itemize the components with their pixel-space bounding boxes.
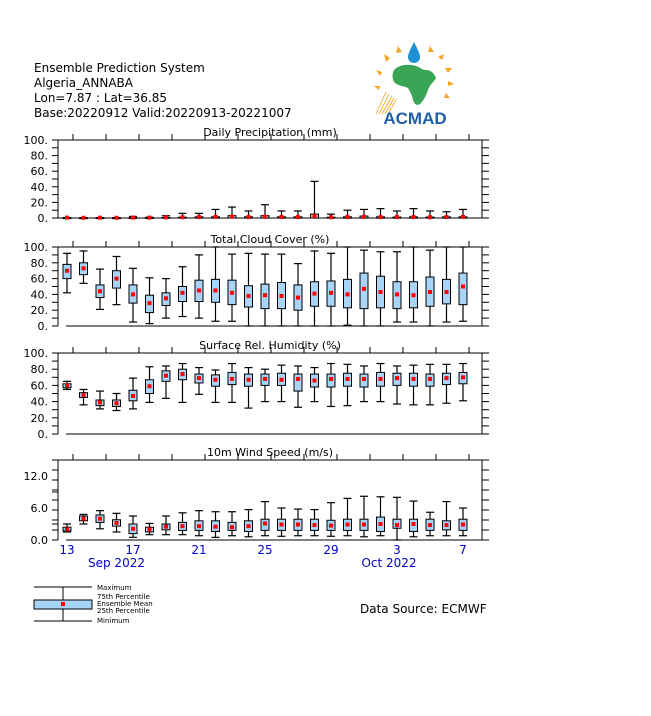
mean-marker: [379, 522, 383, 526]
mean-marker: [214, 215, 218, 219]
mean-marker: [164, 525, 168, 529]
chart-title: Ensemble Prediction System: [34, 61, 205, 75]
box-day-18: [146, 367, 154, 403]
box-day-24: [245, 211, 253, 219]
box-day-4: [410, 365, 418, 405]
mean-marker: [65, 269, 69, 273]
mean-marker: [82, 216, 86, 220]
box-day-13: [63, 524, 71, 532]
mean-marker: [346, 215, 350, 219]
legend-mean: Ensemble Mean: [97, 600, 153, 608]
mean-marker: [65, 527, 69, 531]
data-source-label: Data Source: ECMWF: [360, 602, 487, 616]
mean-marker: [412, 522, 416, 526]
mean-marker: [164, 374, 168, 378]
box-day-2: [377, 252, 385, 326]
box-day-2: [377, 497, 385, 536]
mean-marker: [296, 523, 300, 527]
legend-p25: 25th Percentile: [97, 607, 150, 615]
box-day-14: [80, 251, 88, 283]
box-day-15: [96, 269, 104, 309]
panel-title: Total Cloud Cover (%): [210, 233, 330, 246]
mean-marker: [214, 525, 218, 529]
mean-marker: [164, 296, 168, 300]
mean-marker: [395, 523, 399, 527]
mean-marker: [197, 215, 201, 219]
mean-marker: [98, 517, 102, 521]
mean-marker: [230, 525, 234, 529]
box-day-17: [129, 216, 137, 220]
mean-marker: [329, 377, 333, 381]
box-day-22: [212, 247, 220, 321]
x-month-label: Oct 2022: [361, 556, 417, 570]
box-day-15: [96, 216, 104, 220]
panel-title: Daily Precipitation (mm): [203, 126, 337, 139]
box-day-1: [360, 366, 368, 402]
box-day-13: [63, 253, 71, 293]
mean-marker: [65, 383, 69, 387]
mean-marker: [230, 377, 234, 381]
mean-marker: [362, 377, 366, 381]
box-day-15: [96, 511, 104, 529]
mean-marker: [379, 290, 383, 294]
mean-marker: [412, 293, 416, 297]
box-day-28: [311, 181, 319, 218]
mean-marker: [362, 287, 366, 291]
mean-marker: [263, 293, 267, 297]
mean-marker: [115, 216, 119, 220]
x-tick-label: 21: [191, 543, 207, 557]
box-day-21: [195, 511, 203, 536]
panel-title: Surface Rel. Humidity (%): [199, 339, 341, 352]
mean-marker: [445, 523, 449, 527]
box-day-30: [344, 498, 352, 535]
mean-marker: [346, 292, 350, 296]
box-day-20: [179, 267, 187, 317]
box-day-20: [179, 364, 187, 403]
mean-marker: [346, 377, 350, 381]
mean-marker: [82, 266, 86, 270]
box-day-27: [294, 264, 302, 326]
mean-marker: [197, 376, 201, 380]
mean-marker: [461, 285, 465, 289]
box-day-20: [179, 513, 187, 535]
mean-marker: [313, 523, 317, 527]
y-tick-label: 0.: [37, 320, 48, 333]
box-day-25: [261, 502, 269, 536]
box-day-5: [426, 512, 434, 535]
box-day-18: [146, 523, 154, 534]
box-day-22: [212, 512, 220, 538]
box-day-1: [360, 250, 368, 326]
y-tick-label: 20.: [30, 304, 48, 318]
mean-marker: [131, 216, 135, 220]
mean-marker: [131, 292, 135, 296]
box-day-16: [113, 394, 121, 411]
box-day-28: [311, 251, 319, 326]
y-tick-label: 80.: [30, 363, 48, 377]
box-day-29: [327, 503, 335, 537]
mean-marker: [280, 215, 284, 219]
mean-marker: [164, 215, 168, 219]
box-day-26: [278, 365, 286, 401]
box-day-3: [393, 211, 401, 219]
box-day-3: [393, 366, 401, 404]
mean-marker: [445, 290, 449, 294]
box-day-23: [228, 207, 236, 219]
panel-1: [24, 126, 490, 225]
box-day-29: [327, 364, 335, 407]
box-day-17: [129, 378, 137, 409]
mean-marker: [280, 523, 284, 527]
y-tick-label: 100.: [23, 347, 48, 360]
coords-label: Lon=7.87 : Lat=36.85: [34, 91, 168, 105]
mean-marker: [197, 524, 201, 528]
mean-marker: [395, 376, 399, 380]
box-day-5: [426, 250, 434, 326]
mean-marker: [395, 215, 399, 219]
box-day-21: [195, 213, 203, 219]
location-label: Algeria_ANNABA: [34, 76, 133, 90]
box-day-14: [80, 216, 88, 220]
box-day-30: [344, 364, 352, 405]
box-day-25: [261, 254, 269, 326]
box-day-22: [212, 209, 220, 218]
box-day-25: [261, 369, 269, 401]
box-day-28: [311, 510, 319, 536]
box-day-26: [278, 508, 286, 536]
mean-marker: [428, 290, 432, 294]
box-day-27: [294, 509, 302, 536]
mean-marker: [247, 524, 251, 528]
box-day-2: [377, 364, 385, 402]
mean-marker: [82, 517, 86, 521]
y-tick-label: 12.0: [23, 470, 48, 483]
x-tick-label: 3: [393, 543, 401, 557]
mean-marker: [428, 215, 432, 219]
mean-marker: [412, 377, 416, 381]
mean-marker: [181, 372, 185, 376]
x-axis-labels: [59, 543, 466, 570]
mean-marker: [148, 384, 152, 388]
box-day-28: [311, 368, 319, 402]
box-day-19: [162, 279, 170, 319]
mean-marker: [412, 215, 416, 219]
mean-marker: [98, 400, 102, 404]
acmad-logo-text: ACMAD: [383, 109, 447, 126]
mean-marker: [181, 524, 185, 528]
mean-marker: [115, 521, 119, 525]
x-tick-label: 25: [257, 543, 273, 557]
box-day-24: [245, 368, 253, 409]
mean-marker: [247, 294, 251, 298]
box-day-1: [360, 209, 368, 218]
panel-3: [24, 339, 490, 441]
box-day-2: [377, 209, 385, 219]
mean-marker: [263, 377, 267, 381]
mean-marker: [148, 216, 152, 220]
box-day-24: [245, 510, 253, 537]
box-day-18: [146, 278, 154, 324]
mean-marker: [131, 394, 135, 398]
mean-marker: [131, 527, 135, 531]
mean-marker: [329, 291, 333, 295]
mean-marker: [296, 377, 300, 381]
box-day-25: [261, 205, 269, 219]
box-day-26: [278, 211, 286, 219]
box-day-29: [327, 214, 335, 219]
y-tick-label: 80.: [30, 256, 48, 270]
box-day-21: [195, 368, 203, 395]
mean-marker: [329, 215, 333, 219]
box-day-17: [129, 268, 137, 322]
legend-mean-marker: [61, 602, 65, 606]
box-day-13: [63, 216, 71, 220]
panel-2: [24, 233, 490, 333]
y-tick-label: 40.: [30, 395, 48, 409]
box-day-23: [228, 512, 236, 536]
box-day-23: [228, 364, 236, 403]
legend-p75: 75th Percentile: [97, 593, 150, 601]
mean-marker: [197, 288, 201, 292]
mean-marker: [445, 376, 449, 380]
mean-marker: [247, 378, 251, 382]
mean-marker: [461, 215, 465, 219]
box-day-19: [162, 215, 170, 219]
y-tick-label: 20.: [30, 196, 48, 210]
y-tick-label: 0.0: [30, 534, 48, 547]
mean-marker: [263, 215, 267, 219]
box-day-29: [327, 253, 335, 326]
mean-marker: [148, 527, 152, 531]
box-day-6: [443, 364, 451, 403]
box-day-21: [195, 255, 203, 318]
mean-marker: [461, 375, 465, 379]
x-tick-label: 17: [125, 543, 141, 557]
box-day-15: [96, 391, 104, 409]
mean-marker: [461, 523, 465, 527]
x-tick-label: 7: [459, 543, 467, 557]
mean-marker: [346, 523, 350, 527]
mean-marker: [313, 214, 317, 218]
mean-marker: [280, 378, 284, 382]
box-day-27: [294, 366, 302, 407]
mean-marker: [313, 292, 317, 296]
box-day-4: [410, 209, 418, 219]
box-day-4: [410, 247, 418, 322]
mean-marker: [181, 215, 185, 219]
mean-marker: [82, 393, 86, 397]
box-day-19: [162, 366, 170, 398]
y-tick-label: 20.: [30, 411, 48, 425]
box-day-16: [113, 513, 121, 532]
mean-marker: [362, 215, 366, 219]
legend-maximum: Maximum: [97, 584, 132, 592]
mean-marker: [379, 377, 383, 381]
iqr-box: [294, 374, 302, 391]
box-day-23: [228, 254, 236, 321]
x-tick-label: 29: [323, 543, 339, 557]
mean-marker: [65, 216, 69, 220]
mean-marker: [214, 378, 218, 382]
mean-marker: [263, 521, 267, 525]
box-day-7: [459, 247, 467, 321]
mean-marker: [115, 401, 119, 405]
box-day-18: [146, 216, 154, 220]
y-tick-label: 40.: [30, 288, 48, 302]
y-tick-label: 0.: [37, 428, 48, 441]
mean-marker: [428, 523, 432, 527]
y-tick-label: 80.: [30, 149, 48, 163]
mean-marker: [280, 294, 284, 298]
iqr-box: [459, 273, 467, 305]
mean-marker: [313, 379, 317, 383]
mean-marker: [148, 301, 152, 305]
mean-marker: [379, 215, 383, 219]
box-day-22: [212, 370, 220, 402]
mean-marker: [230, 291, 234, 295]
x-month-label: Sep 2022: [88, 556, 145, 570]
y-tick-label: 100.: [23, 241, 48, 254]
box-day-5: [426, 364, 434, 405]
mean-marker: [98, 216, 102, 220]
dates-label: Base:20220912 Valid:20220913-20221007: [34, 106, 292, 120]
box-day-14: [80, 514, 88, 524]
box-day-16: [113, 256, 121, 304]
box-day-4: [410, 501, 418, 537]
mean-marker: [395, 292, 399, 296]
y-tick-label: 6.0: [30, 502, 48, 515]
box-day-3: [393, 497, 401, 540]
y-tick-label: 60.: [30, 379, 48, 393]
y-tick-label: 40.: [30, 180, 48, 194]
mean-marker: [428, 377, 432, 381]
box-day-6: [443, 212, 451, 219]
y-tick-label: 60.: [30, 165, 48, 179]
legend: [34, 584, 153, 625]
y-tick-label: 60.: [30, 272, 48, 286]
box-day-30: [344, 247, 352, 325]
box-day-30: [344, 210, 352, 219]
box-day-7: [459, 364, 467, 401]
box-day-7: [459, 508, 467, 536]
mean-marker: [329, 524, 333, 528]
mean-marker: [98, 289, 102, 293]
y-tick-label: 100.: [23, 134, 48, 147]
mean-marker: [247, 215, 251, 219]
box-day-7: [459, 209, 467, 218]
mean-marker: [115, 277, 119, 281]
box-day-1: [360, 496, 368, 537]
panel-4: [24, 446, 490, 547]
y-tick-label: 0.: [37, 212, 48, 225]
legend-minimum: Minimum: [97, 617, 130, 625]
box-day-6: [443, 247, 451, 322]
x-tick-label: 13: [59, 543, 75, 557]
box-day-14: [80, 389, 88, 404]
mean-marker: [214, 288, 218, 292]
mean-marker: [181, 291, 185, 295]
box-day-5: [426, 211, 434, 219]
box-day-13: [63, 381, 71, 389]
box-day-6: [443, 502, 451, 536]
mean-marker: [296, 296, 300, 300]
box-day-3: [393, 252, 401, 322]
mean-marker: [445, 215, 449, 219]
box-day-20: [179, 213, 187, 219]
panel-title: 10m Wind Speed (m/s): [206, 446, 334, 459]
mean-marker: [362, 523, 366, 527]
mean-marker: [230, 215, 234, 219]
box-day-26: [278, 254, 286, 326]
box-day-16: [113, 216, 121, 220]
mean-marker: [296, 215, 300, 219]
box-day-17: [129, 516, 137, 537]
box-day-27: [294, 211, 302, 219]
box-day-19: [162, 516, 170, 535]
box-day-24: [245, 253, 253, 326]
